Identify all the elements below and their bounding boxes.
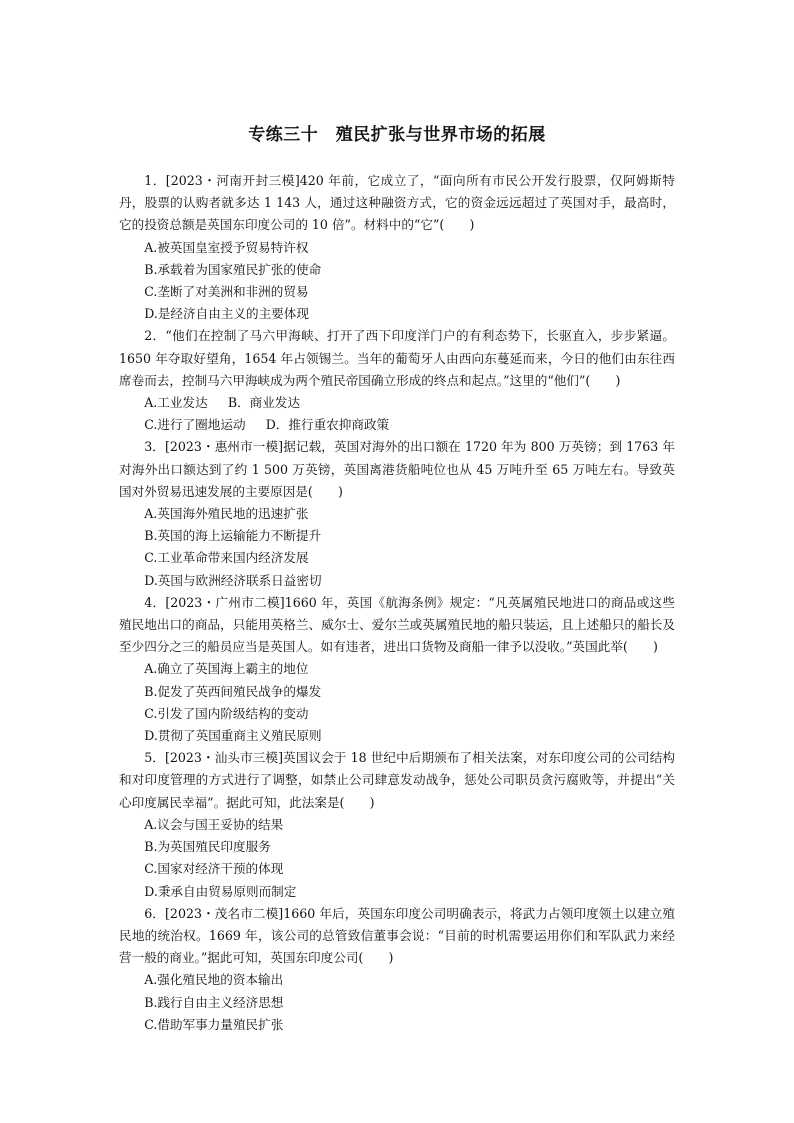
option-d: D.秉承自由贸易原则而制定: [144, 883, 297, 899]
option-c: C.借助军事力量殖民扩张: [144, 1016, 284, 1032]
question-stem: 3．[2023・惠州市一模]据记载，英国对海外的出口额在 1720 年为 800 万英镑；到 1763 年对海外出口额达到了约 1 500 万英镑，英国离港货船吨位也从 45 万吨升至 65 万吨左右。导致英国对外贸易迅速发展的主要原因是( ): [119, 439, 675, 499]
option-c: C.引发了国内阶级结构的变动: [144, 705, 309, 721]
option-c: C.进行了圈地运动: [144, 417, 246, 433]
question-6: [119, 903, 675, 1036]
option-c: C.工业革命带来国内经济发展: [144, 550, 309, 566]
question-stem: 5．[2023・汕头市三模]英国议会于 18 世纪中后期颁布了相关法案，对东印度公司的公司结构和对印度管理的方式进行了调整，如禁止公司肆意发动战争，惩处公司职员贪污腐败等，并提出“关心印度属民幸福”。据此可知，此法案是( ): [119, 750, 675, 810]
option-a: A.强化殖民地的资本输出: [144, 972, 284, 988]
question-stem: 2．“他们在控制了马六甲海峡、打开了西下印度洋门户的有利态势下，长驱直入，步步紧逼。1650 年夺取好望角，1654 年占领锡兰。当年的葡萄牙人由西向东蔓延而来，今日的他们由东往西席卷而去，控制马六甲海峡成为两个殖民帝国确立形成的终点和起点。”这里的“他们”( ): [119, 328, 675, 388]
option-d: D.贯彻了英国重商主义殖民原则: [144, 728, 322, 744]
option-a: A.英国海外殖民地的迅速扩张: [144, 506, 309, 522]
option-b: B．商业发达: [227, 395, 301, 411]
option-c: C.垄断了对美洲和非洲的贸易: [144, 284, 309, 300]
option-a: A.确立了英国海上霸主的地位: [144, 661, 309, 677]
question-stem: 6．[2023・茂名市二模]1660 年后，英国东印度公司明确表示，将武力占领印度领土以建立殖民地的统治权。1669 年，该公司的总管致信董事会说：“目前的时机需要运用你们和军队武力来经营一般的商业。”据此可知，英国东印度公司( ): [119, 905, 675, 966]
option-a: A.议会与国王妥协的结果: [144, 816, 284, 832]
question-stem: 4．[2023・广州市二模]1660 年，英国《航海条例》规定：“凡英属殖民地进口的商品或这些殖民地出口的商品，只能用英格兰、威尔士、爱尔兰或英属殖民地的船只装运，且上述船只的船长及至少四分之三的船员应当是英国人。如有违者，进出口货物及商船一律予以没收。”英国此举( ): [119, 594, 675, 655]
option-d: D.英国与欧洲经济联系日益密切: [144, 572, 322, 588]
option-d: D．推行重农抑商政策: [265, 417, 390, 433]
option-b: B.促发了英西间殖民战争的爆发: [144, 683, 322, 699]
option-row-cd: [119, 414, 675, 436]
option-d: D.是经济自由主义的主要体现: [144, 306, 309, 322]
option-c: C.国家对经济干预的体现: [144, 861, 284, 877]
question-stem: 1．[2023・河南开封三模]420 年前，它成立了，“面向所有市民公开发行股票，仅阿姆斯特丹，股票的认购者就多达 1 143 人，通过这种融资方式，它的资金远远超过了英国对手，最高时，它的投资总额是英国东印度公司的 10 倍”。材料中的“它”( ): [119, 173, 675, 233]
option-b: B.为英国殖民印度服务: [144, 839, 271, 855]
question-2: [119, 325, 675, 436]
option-b: B.践行自由主义经济思想: [144, 994, 284, 1010]
question-4: [119, 592, 675, 747]
option-a: A.工业发达: [144, 395, 208, 411]
page-title: 专练三十 殖民扩张与世界市场的拓展: [248, 125, 546, 145]
option-b: B.英国的海上运输能力不断提升: [144, 528, 322, 544]
option-b: B.承载着为国家殖民扩张的使命: [144, 261, 322, 277]
question-1: [119, 170, 675, 325]
question-5: [119, 747, 675, 902]
question-3: [119, 436, 675, 591]
option-row-ab: [119, 392, 675, 414]
option-a: A.被英国皇室授予贸易特许权: [144, 239, 309, 255]
question-list: [119, 170, 675, 1036]
